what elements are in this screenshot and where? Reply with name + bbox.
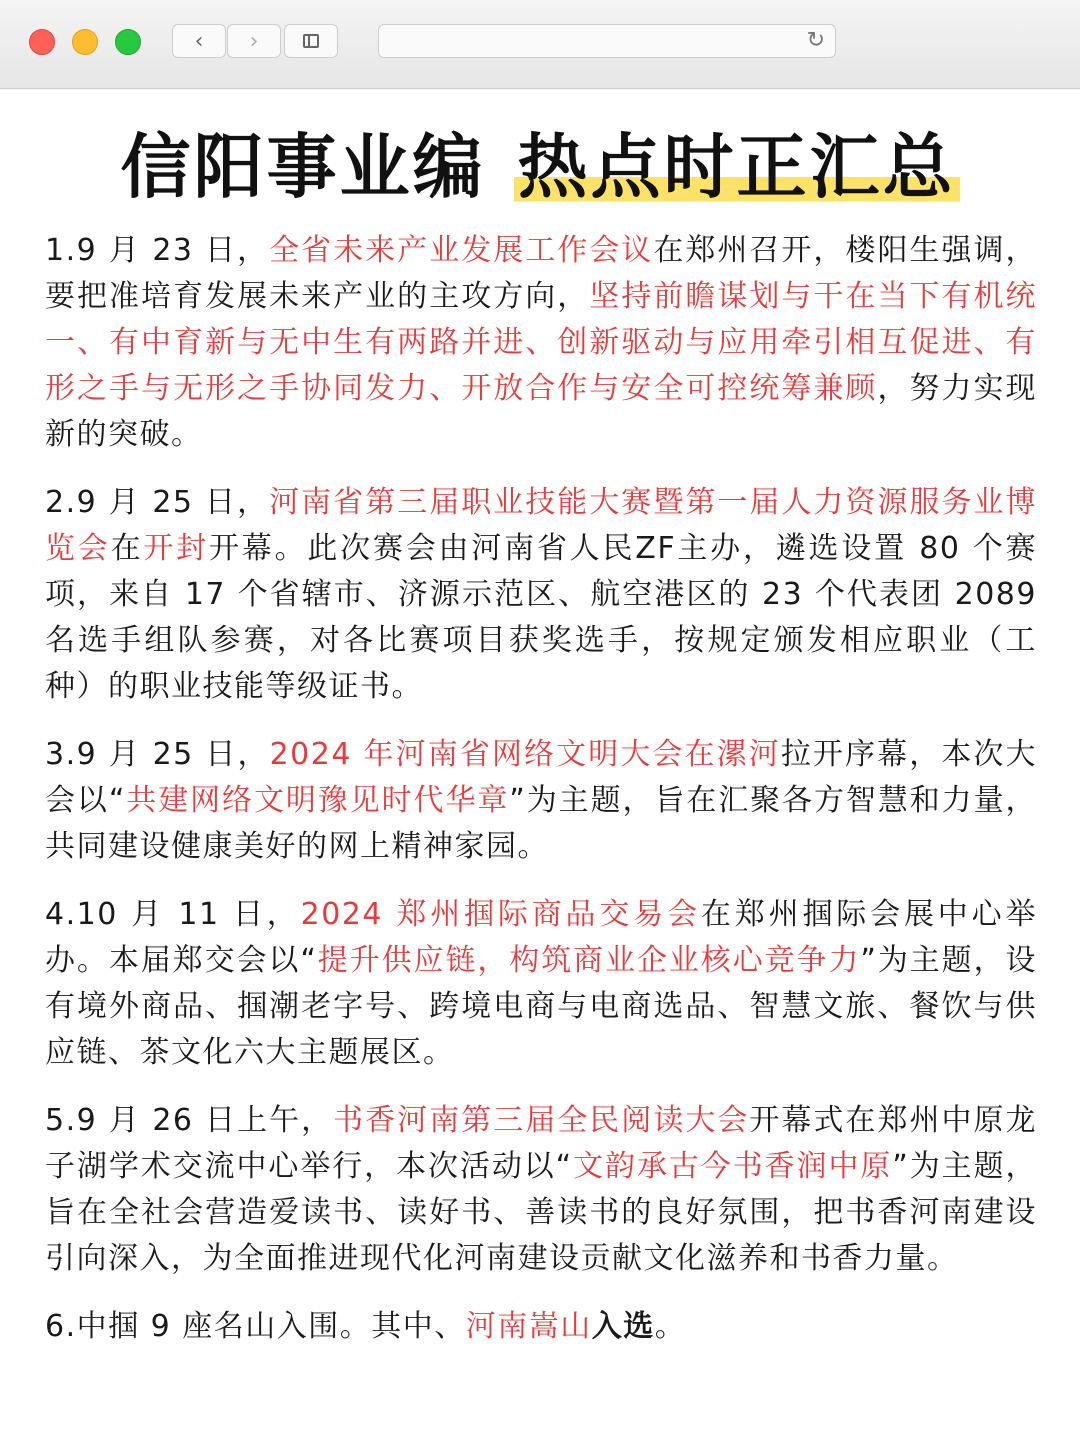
highlighted-text: 坚持前瞻谋划与干在当下有机统一、有中育新与无中生有两路并进、创新驱动与应用牵引相互促进、有形之手与无形之手协同发力、开放合作与安全可控统筹兼顾 xyxy=(45,279,1038,406)
news-item xyxy=(45,732,1037,870)
highlighted-text: 2024 年河南省网络文明大会在漯河 xyxy=(269,737,781,772)
item-text: 拉开序幕，本次大会以“ xyxy=(45,737,1038,818)
item-text: 4.10 月 11 日， xyxy=(45,897,301,932)
item-text: 开幕。此次赛会由河南省人民ZF主办，遴选设置 80 个赛项，来自 17 个省辖市、济源示范区、航空港区的 23 个代表团 2089 名选手组队参赛，对各比赛项目获奖选手，按规定颁发相应职业（工种）的职业技能等级证书。 xyxy=(45,531,1038,704)
item-text: 5.9 月 26 日上午， xyxy=(45,1103,334,1138)
chevron-right-icon: › xyxy=(249,28,259,54)
news-item xyxy=(45,892,1037,1076)
item-text: 开幕式在郑州中原龙子湖学术交流中心举行，本次活动以“ xyxy=(45,1103,1038,1184)
page-header xyxy=(0,127,1080,217)
sidebar-toggle-button[interactable] xyxy=(284,24,338,58)
maximize-window-button[interactable] xyxy=(115,29,141,55)
highlighted-text: 共建网络文明豫见时代华章 xyxy=(125,783,510,818)
title-part-1: 信阳事业编 xyxy=(120,126,486,208)
item-text: 1.9 月 23 日， xyxy=(45,233,270,268)
browser-toolbar xyxy=(0,0,1080,89)
news-item xyxy=(45,1098,1037,1282)
news-list xyxy=(45,228,1037,1372)
item-text: ”为主题，旨在汇聚各方智慧和力量，共同建设健康美好的网上精神家园。 xyxy=(45,783,1037,864)
highlighted-text: 文韵承古今书香润中原 xyxy=(572,1149,893,1184)
item-text: 在 xyxy=(110,531,144,566)
highlighted-text: 书香河南第三届全民阅读大会 xyxy=(333,1103,750,1138)
highlighted-text: 开封 xyxy=(143,531,209,566)
back-button[interactable] xyxy=(172,24,226,58)
reload-icon[interactable]: ↻ xyxy=(806,28,825,53)
news-item xyxy=(45,480,1037,710)
highlighted-text: 全省未来产业发展工作会议 xyxy=(269,233,654,268)
chevron-left-icon: ‹ xyxy=(194,28,204,54)
close-window-button[interactable] xyxy=(29,29,55,55)
item-text: 入选 xyxy=(591,1309,655,1344)
forward-button[interactable] xyxy=(227,24,281,58)
highlighted-text: 河南省第三届职业技能大赛暨第一届人力资源服务业博览会 xyxy=(45,485,1038,566)
highlighted-text: 河南嵩山 xyxy=(465,1309,592,1344)
news-item xyxy=(45,228,1037,458)
item-text: 在郑州召开，楼阳生强调，要把准培育发展未来产业的主攻方向， xyxy=(45,233,1038,314)
address-bar[interactable] xyxy=(378,24,836,58)
item-text: 2.9 月 25 日， xyxy=(45,485,270,520)
title-part-2-highlighted: 热点时正汇总 xyxy=(514,126,960,208)
highlighted-text: 2024 郑州掴际商品交易会 xyxy=(300,897,701,932)
item-text: 6.中掴 9 座名山入围。其中、 xyxy=(45,1309,466,1344)
page-title xyxy=(0,127,1080,207)
item-text: ”为主题，旨在全社会营造爱读书、读好书、善读书的良好氛围，把书香河南建设引向深入，为全面推进现代化河南建设贡献文化滋养和书香力量。 xyxy=(45,1149,1038,1276)
sidebar-icon xyxy=(303,34,319,48)
highlighted-text: 提升供应链，构筑商业企业核心竞争力 xyxy=(317,943,861,978)
item-text: ”为主题，设有境外商品、掴潮老字号、跨境电商与电商选品、智慧文旅、餐饮与供应链、茶文化六大主题展区。 xyxy=(45,943,1037,1070)
item-text: 在郑州掴际会展中心举办。本届郑交会以“ xyxy=(45,897,1037,978)
minimize-window-button[interactable] xyxy=(72,29,98,55)
item-text: 3.9 月 25 日， xyxy=(45,737,270,772)
news-item xyxy=(45,1304,1037,1350)
item-text: ，努力实现新的突破。 xyxy=(45,371,1038,452)
item-text: 。 xyxy=(654,1309,687,1344)
